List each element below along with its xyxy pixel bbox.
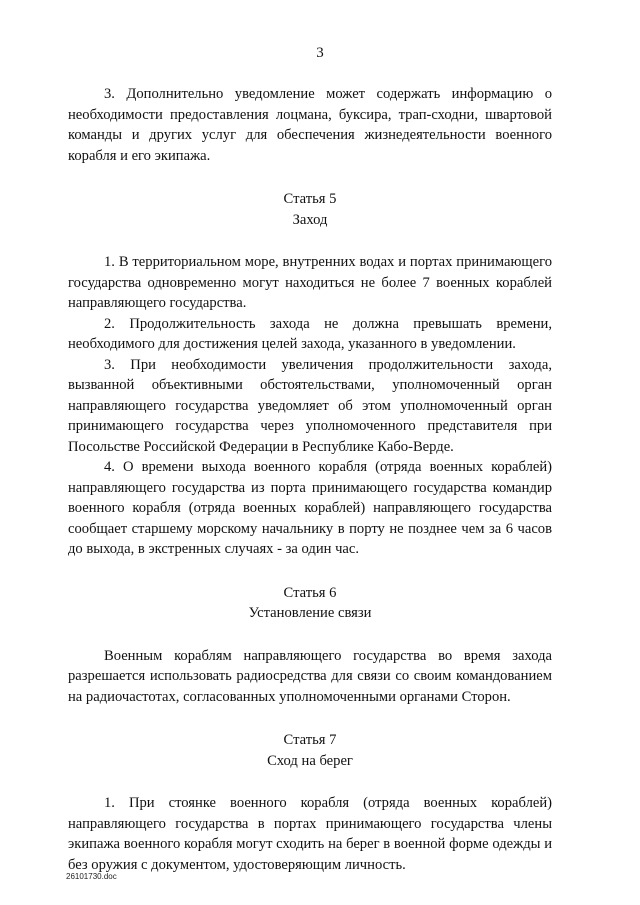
article-title: Сход на берег xyxy=(267,752,353,769)
article-number: Статья 5 xyxy=(283,191,337,207)
article-title: Установление связи xyxy=(248,605,372,621)
article-number: Статья 6 xyxy=(283,584,337,601)
article-title: Заход xyxy=(292,211,328,228)
paragraph: 1. В территориальном море, внутренних водах и портах принимающего государства одновременно могут находиться не более 7 военных кораблей направляющего государства. xyxy=(68,254,552,311)
paragraph: 1. При стоянке военного корабля (отряда военных кораблей) направляющего государства в портах принимающего государства члены экипажа военного корабля могут сходить на берег в военной форме одежды и без оружия с документом, удостоверяющим личность. xyxy=(68,795,552,873)
article-6-heading xyxy=(68,583,552,624)
document-body xyxy=(68,84,552,875)
article-5-heading xyxy=(68,189,552,230)
article-7-heading xyxy=(68,730,552,771)
paragraph: 3. При необходимости увеличения продолжительности захода, вызванной объективными обстоятельствами, уполномоченный орган направляющего государства уведомляет об этом уполномоченный орган принимающего государства через уполномоченного представителя при Посольстве Российской Федерации в Республике Кабо-Верде. xyxy=(68,356,552,455)
paragraph: 2. Продолжительность захода не должна превышать времени, необходимого для достижения целей захода, указанного в уведомлении. xyxy=(68,315,552,352)
file-name-footer: 26101730.doc xyxy=(66,872,117,881)
paragraph-intro: 3. Дополнительно уведомление может содержать информацию о необходимости предоставления лоцмана, буксира, трап-сходни, швартовой команды и других услуг для обеспечения жизнедеятельности военного корабля и его экипажа. xyxy=(68,86,552,164)
paragraph: 4. О времени выхода военного корабля (отряда военных кораблей) направляющего государства из порта принимающего государства командир военного корабля (отряда военных кораблей) направляющего государства сообщает старшему морскому начальнику в порту не позднее чем за 6 часов до выхода, в экстренных случаях - за один час. xyxy=(68,459,552,557)
page-number: 3 xyxy=(316,45,324,61)
paragraph: Военным кораблям направляющего государства во время захода разрешается использовать радиосредства для связи со своим командованием на радиочастотах, согласованных уполномоченными органами Сторон. xyxy=(68,647,552,705)
article-number: Статья 7 xyxy=(283,732,337,748)
